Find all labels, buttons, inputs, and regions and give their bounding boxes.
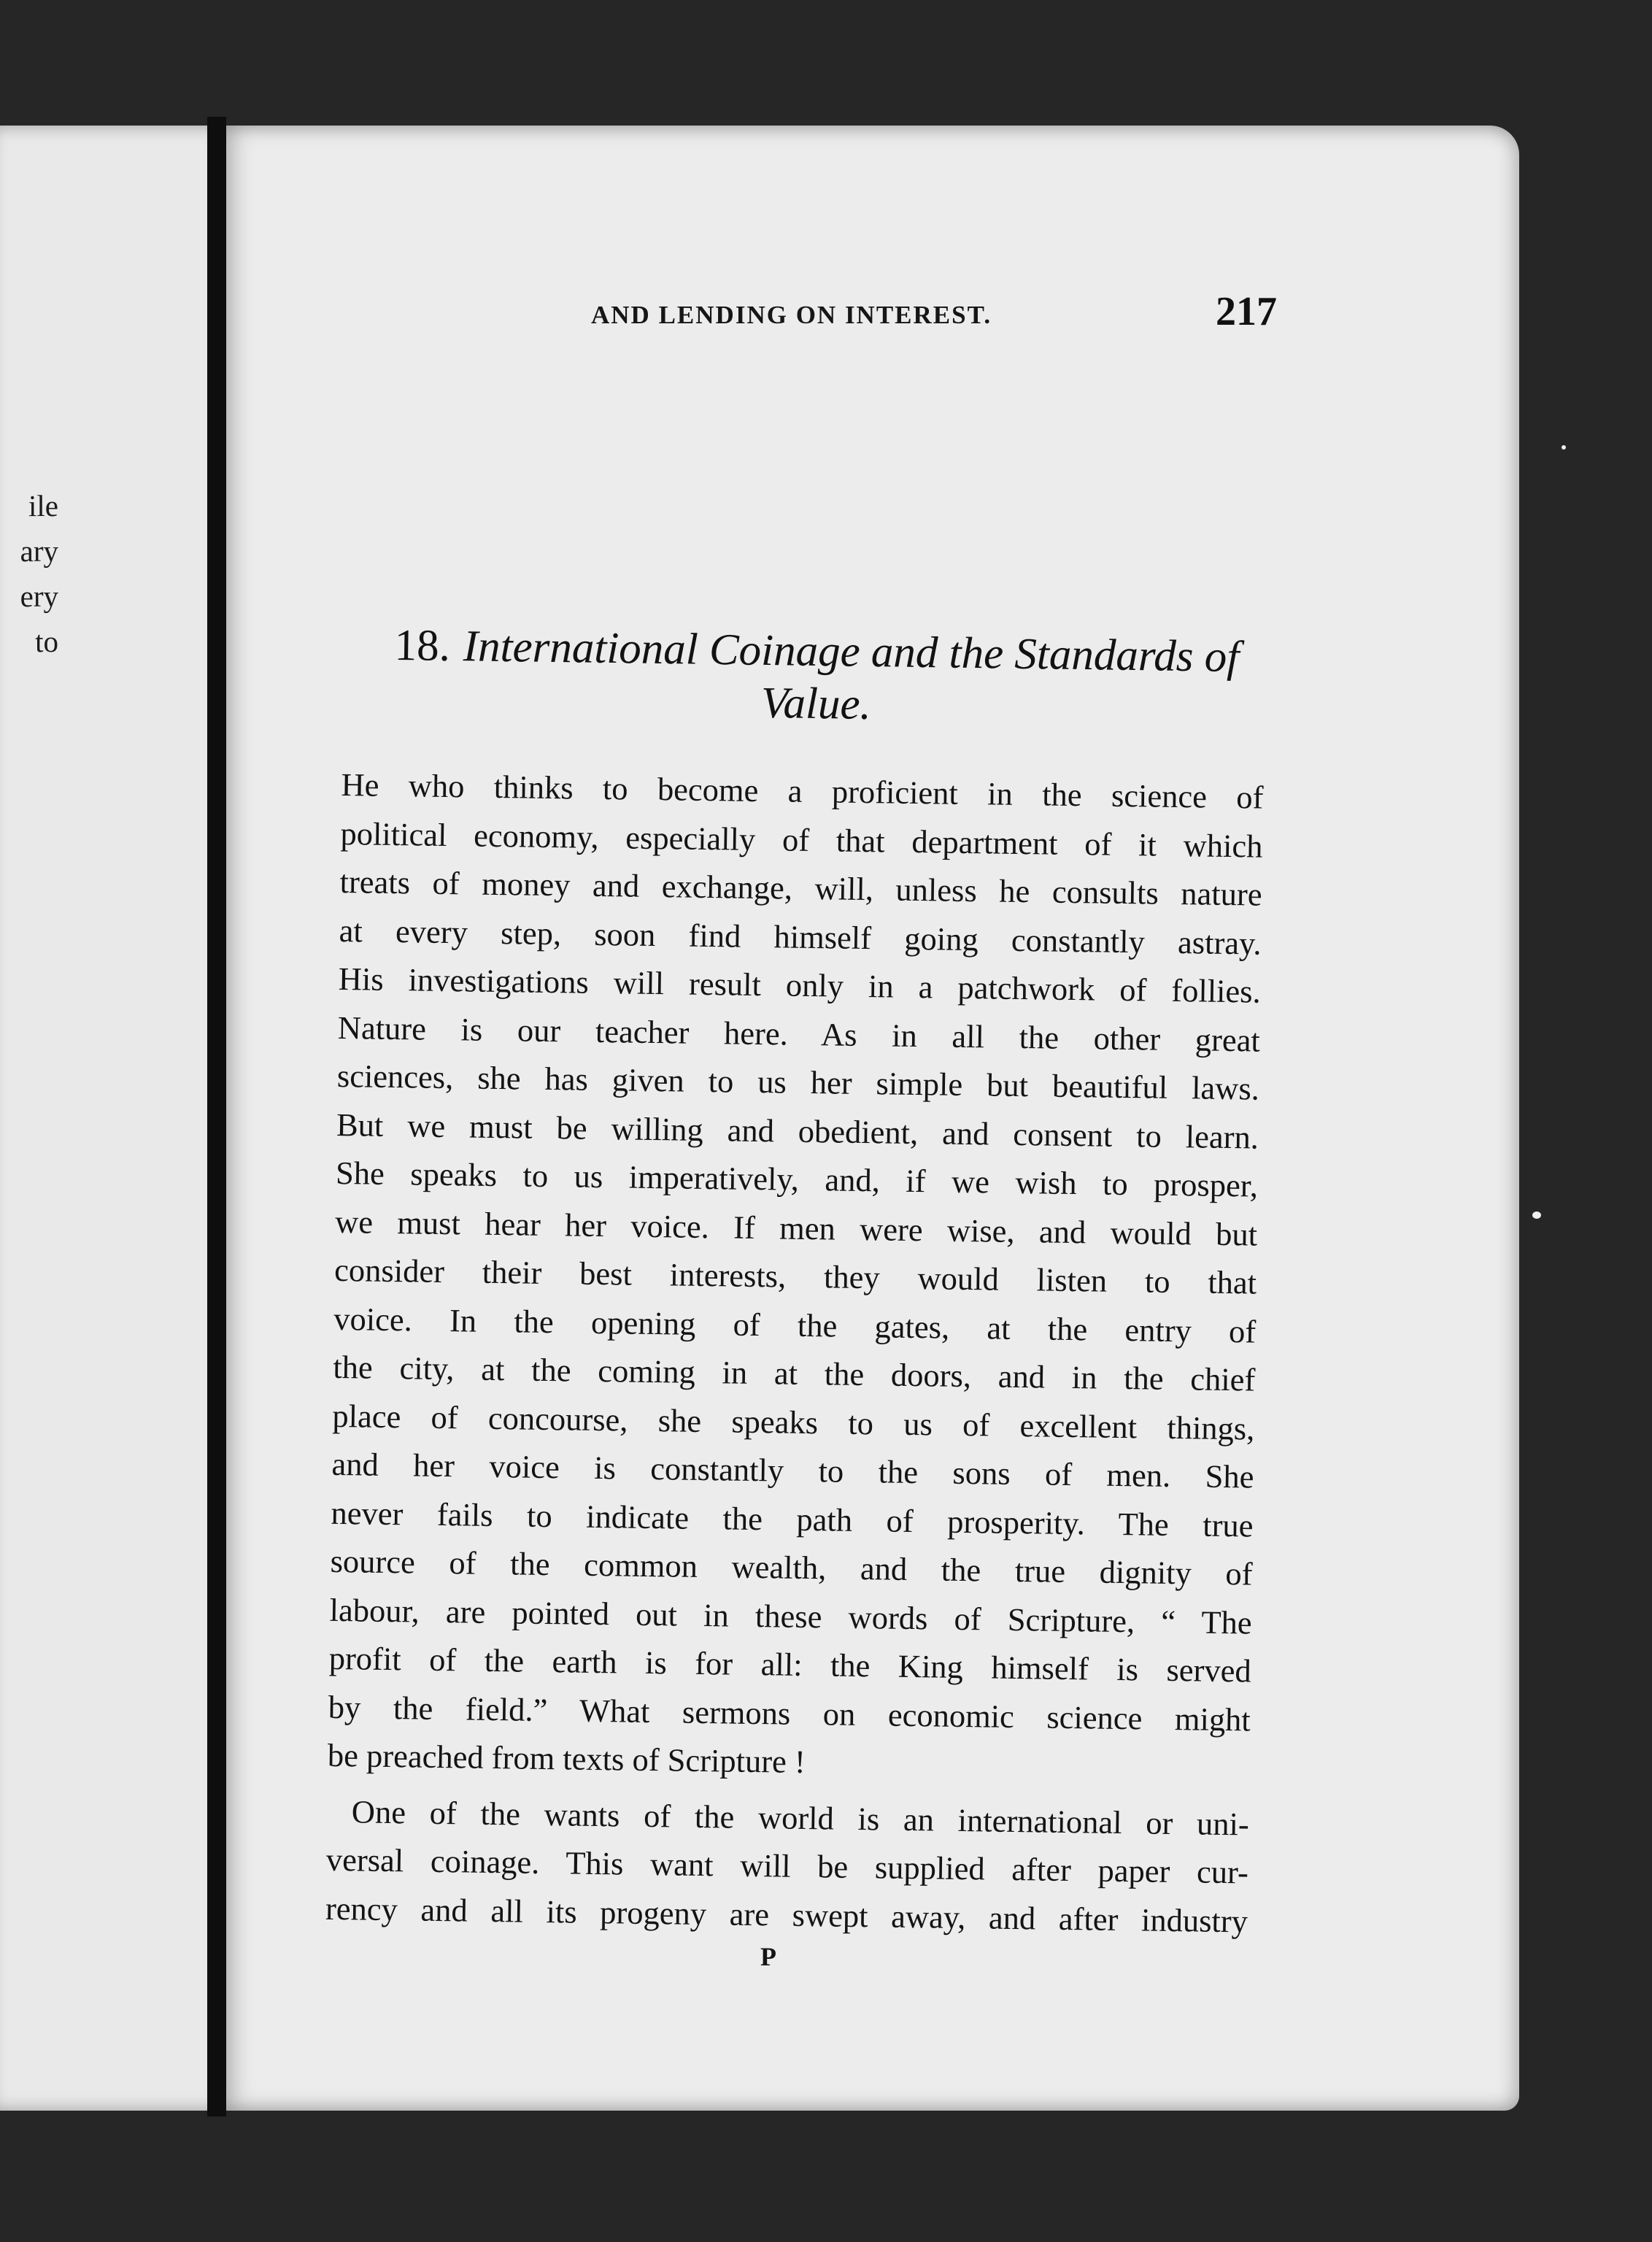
- section-number: 18.: [394, 620, 451, 671]
- text-line: labour, are pointed out in these words of Scripture, “ The: [329, 1591, 1252, 1641]
- page-number: 217: [1216, 289, 1277, 334]
- running-head: AND LENDING ON INTEREST.: [591, 301, 992, 329]
- section-title-line-1: International Coinage and the Standards of: [463, 622, 1240, 682]
- section-heading: [349, 619, 1284, 737]
- scan-speck: [1532, 1211, 1541, 1219]
- text-line: profit of the earth is for all: the King himself is served: [328, 1639, 1252, 1690]
- left-fragment: ery: [20, 579, 58, 613]
- text-line: He who thinks to become a proficient in the science of: [341, 766, 1264, 816]
- text-line: His investigations will result only in a patchwork of follies.: [338, 960, 1262, 1010]
- left-fragment: ary: [20, 534, 58, 568]
- text-line: the city, at the coming in at the doors, and in the chief: [333, 1348, 1256, 1398]
- text-line: place of concourse, she speaks to us of excellent things,: [332, 1397, 1255, 1447]
- text-line: by the field.” What sermons on economic science might: [328, 1688, 1251, 1738]
- text-line: consider their best interests, they would listen to that: [333, 1251, 1257, 1301]
- section-title-line-2: Value.: [760, 678, 872, 729]
- text-line: source of the common wealth, and the true dignity of: [330, 1542, 1253, 1592]
- text-line: be preached from texts of Scripture !: [327, 1736, 806, 1781]
- left-page: [0, 126, 239, 2111]
- scan-speck: [1562, 445, 1566, 450]
- text-line: and her voice is constantly to the sons of men. She: [331, 1445, 1254, 1495]
- left-fragment: to: [35, 625, 58, 658]
- left-page-text-fragments: [0, 483, 58, 664]
- text-line: treats of money and exchange, will, unless he consults nature: [339, 863, 1262, 913]
- body-text: [325, 760, 1264, 1945]
- text-line: at every step, soon find himself going constantly astray.: [339, 912, 1262, 962]
- text-line: Nature is our teacher here. As in all the other great: [337, 1009, 1261, 1059]
- text-line: versal coinage. This want will be supplied after paper cur-: [325, 1841, 1249, 1891]
- text-line: She speaks to us imperatively, and, if we wish to prosper,: [335, 1154, 1259, 1204]
- text-line: sciences, she has given to us her simple but beautiful laws.: [336, 1057, 1260, 1107]
- text-line: we must hear her voice. If men were wise, and would but: [334, 1203, 1258, 1253]
- book-gutter: [207, 117, 226, 2116]
- text-line: But we must be willing and obedient, and consent to learn.: [336, 1106, 1259, 1156]
- text-line: political economy, especially of that department of it which: [340, 814, 1263, 865]
- text-line: One of the wants of the world is an international or uni-: [351, 1792, 1250, 1843]
- text-line: voice. In the opening of the gates, at the entry of: [333, 1300, 1257, 1350]
- text-line: never fails to indicate the path of prosperity. The true: [331, 1494, 1254, 1544]
- text-line: rency and all its progeny are swept away, and after industry: [325, 1889, 1248, 1939]
- left-fragment: ile: [28, 489, 58, 523]
- printer-signature-mark: P: [760, 1942, 776, 1971]
